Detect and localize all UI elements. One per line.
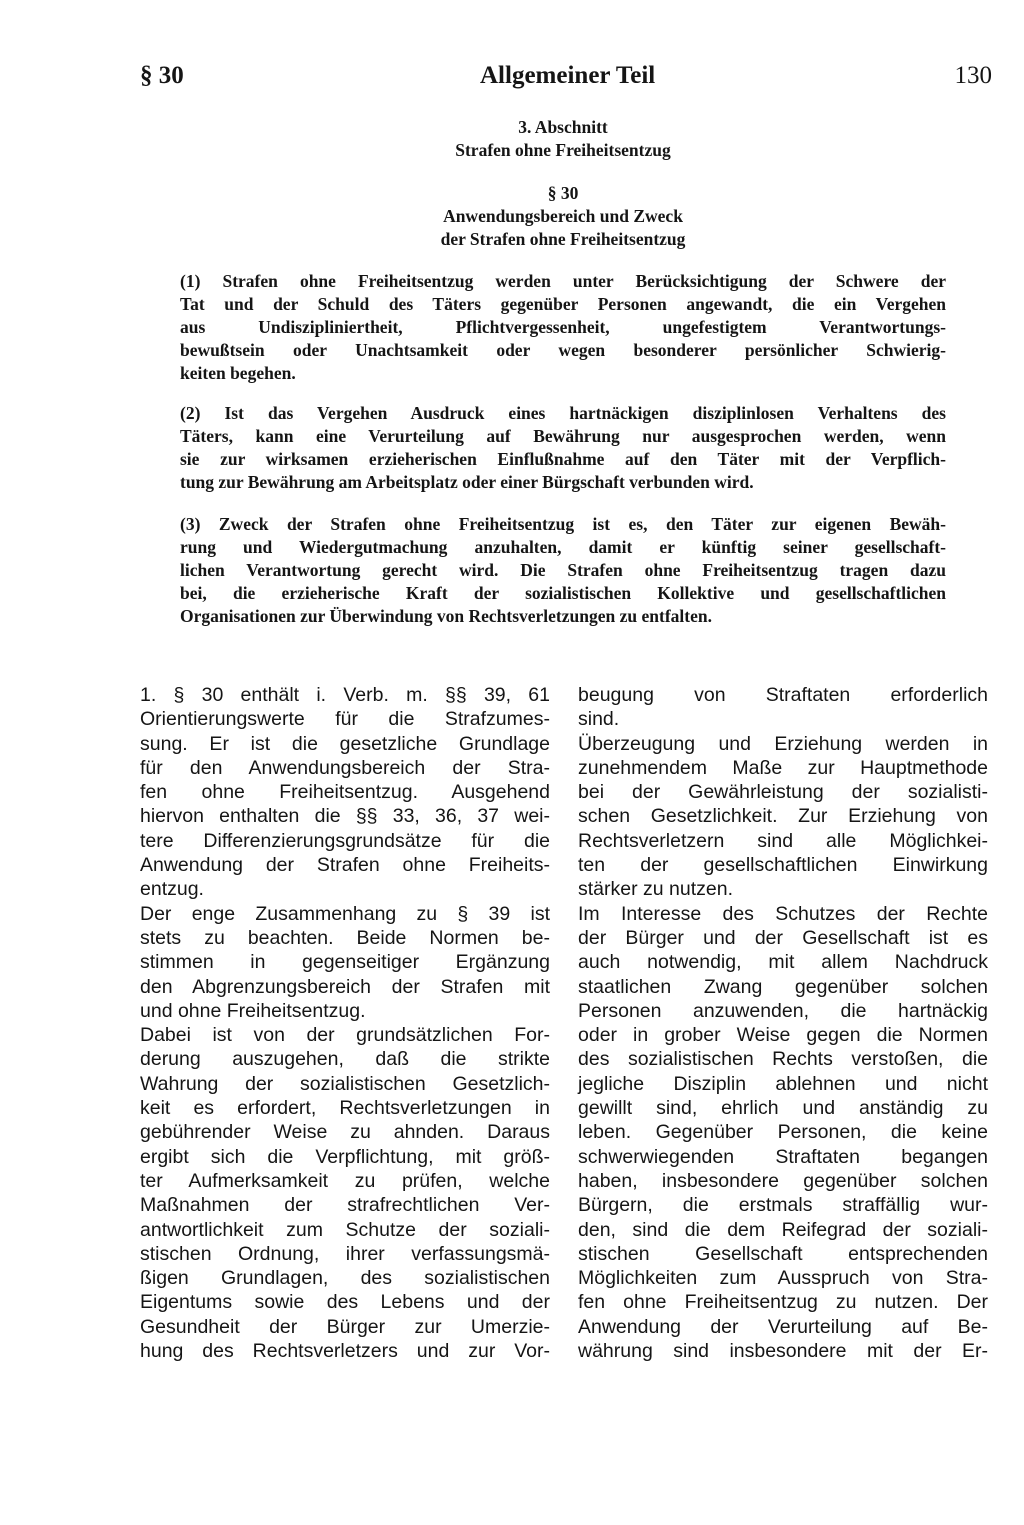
commentary-line: derung auszugehen, daß die strikte xyxy=(140,1048,550,1071)
statute-line: (2) Ist das Vergehen Ausdruck eines hartnäckigen disziplinlosen Verhaltens des xyxy=(180,403,946,423)
commentary-line: entzug. xyxy=(140,878,204,901)
commentary-line: Personen anzuwenden, die hartnäckig xyxy=(578,999,988,1022)
commentary-line: 1. § 30 enthält i. Verb. m. §§ 39, 61 xyxy=(140,684,550,706)
commentary-line: Dabei ist von der grundsätzlichen For- xyxy=(140,1024,550,1047)
commentary-line: Wahrung der sozialistischen Gesetzlich- xyxy=(140,1072,550,1095)
statute-line: Täters, kann eine Verurteilung auf Bewährung nur ausgesprochen werden, wenn xyxy=(180,426,946,446)
statute-line: rung und Wiedergutmachung anzuhalten, damit er künftig seiner gesellschaft- xyxy=(180,537,946,557)
commentary-line: währung sind insbesondere mit der Er- xyxy=(578,1340,988,1363)
commentary-line: den Abgrenzungsbereich der Strafen mit xyxy=(140,975,550,998)
commentary-line: Im Interesse des Schutzes der Rechte xyxy=(578,902,988,925)
statute-line: bewußtsein oder Unachtsamkeit oder wegen besonderer persönlicher Schwierig- xyxy=(180,340,946,360)
commentary-line: ergibt sich die Verpflichtung, mit größ- xyxy=(140,1145,550,1168)
commentary-line: sung. Er ist die gesetzliche Grundlage xyxy=(140,732,550,755)
commentary-line: und ohne Freiheitsentzug. xyxy=(140,999,366,1022)
commentary-line: fen ohne Freiheitsentzug zu nutzen. Der xyxy=(578,1291,988,1314)
running-header xyxy=(140,62,992,96)
commentary-line: stischen Ordnung, ihrer verfassungsmä- xyxy=(140,1242,550,1265)
commentary-line: hung des Rechtsverletzers und zur Vor- xyxy=(140,1340,550,1363)
commentary-right-column xyxy=(578,683,988,1363)
commentary-line: zunehmendem Maße zur Hauptmethode xyxy=(578,756,988,779)
header-part-title: Allgemeiner Teil xyxy=(480,62,656,89)
commentary-line: sind. xyxy=(578,708,620,731)
commentary-line: Der enge Zusammenhang zu § 39 ist xyxy=(140,902,550,925)
commentary-line: stischen Gesellschaft entsprechenden xyxy=(578,1242,988,1265)
statute-line: sie zur wirksamen erzieherischen Einflußnahme auf den Täter mit der Verpflich- xyxy=(180,449,946,469)
header-paragraph-ref: § 30 xyxy=(140,62,184,89)
statute-line: keiten begehen. xyxy=(180,363,296,383)
commentary-line: der Bürger und der Gesellschaft ist es xyxy=(578,926,988,949)
commentary-line: Anwendung der Strafen ohne Freiheits- xyxy=(140,854,550,877)
commentary-line: leben. Gegenüber Personen, die keine xyxy=(578,1121,988,1144)
commentary-line: schwerwiegenden Straftaten begangen xyxy=(578,1145,988,1168)
commentary-line: schen Gesetzlichkeit. Zur Erziehung von xyxy=(578,805,988,828)
commentary-line: Anwendung der Verurteilung auf Be- xyxy=(578,1315,988,1338)
section-heading xyxy=(140,116,986,162)
commentary-line: ten der gesellschaftlichen Einwirkung xyxy=(578,854,988,877)
commentary-line: auch notwendig, mit allem Nachdruck xyxy=(578,951,988,974)
commentary-line: Überzeugung und Erziehung werden in xyxy=(578,732,988,755)
commentary-line: bei der Gewährleistung der sozialisti- xyxy=(578,781,988,804)
section-label: 3. Abschnitt xyxy=(518,117,608,137)
commentary-line: oder in grober Weise gegen die Normen xyxy=(578,1024,988,1047)
section-title: Strafen ohne Freiheitsentzug xyxy=(455,140,671,160)
statute-line: aus Undiszipliniertheit, Pflichtvergessenheit, ungefestigtem Verantwortungs- xyxy=(180,317,946,337)
paragraph-heading xyxy=(140,182,986,251)
statute-line: Tat und der Schuld des Täters gegenüber Personen angewandt, die ein Vergehen xyxy=(180,294,946,314)
commentary-line: hiervon enthalten die §§ 33, 36, 37 wei- xyxy=(140,805,550,828)
commentary-line: beugung von Straftaten erforderlich xyxy=(578,684,988,706)
commentary-line: Möglichkeiten zum Ausspruch von Stra- xyxy=(578,1267,988,1290)
commentary-line: tere Differenzierungsgrundsätze für die xyxy=(140,829,550,852)
commentary-line: Orientierungswerte für die Strafzumes- xyxy=(140,708,550,731)
statute-subsection-3 xyxy=(180,513,946,628)
commentary-line: haben, insbesondere gegenüber solchen xyxy=(578,1169,988,1192)
commentary-line: keit es erfordert, Rechtsverletzungen in xyxy=(140,1097,550,1120)
commentary-line: gewillt sind, ehrlich und anständig zu xyxy=(578,1097,988,1120)
statute-subsection-1 xyxy=(180,270,946,385)
commentary-line: ter Aufmerksamkeit zu prüfen, welche xyxy=(140,1169,550,1192)
commentary-line: Bürgern, die erstmals straffällig wur- xyxy=(578,1194,988,1217)
paragraph-title-line: Anwendungsbereich und Zweck xyxy=(443,206,683,226)
commentary-line: Maßnahmen der strafrechtlichen Ver- xyxy=(140,1194,550,1217)
commentary-line: fen ohne Freiheitsentzug. Ausgehend xyxy=(140,781,550,804)
statute-line: tung zur Bewährung am Arbeitsplatz oder einer Bürgschaft verbunden wird. xyxy=(180,472,754,492)
commentary-line: staatlichen Zwang gegenüber solchen xyxy=(578,975,988,998)
statute-subsection-2 xyxy=(180,402,946,494)
commentary-line: für den Anwendungsbereich der Stra- xyxy=(140,756,550,779)
paragraph-number: § 30 xyxy=(547,183,579,203)
commentary-line: ßigen Grundlagen, des sozialistischen xyxy=(140,1267,550,1290)
statute-line: (1) Strafen ohne Freiheitsentzug werden unter Berücksichtigung der Schwere der xyxy=(180,271,946,291)
commentary-line: stimmen in gegenseitiger Ergänzung xyxy=(140,951,550,974)
statute-line: (3) Zweck der Strafen ohne Freiheitsentzug ist es, den Täter zur eigenen Bewäh- xyxy=(180,514,946,534)
commentary-left-column xyxy=(140,683,550,1363)
commentary-line: des sozialistischen Rechts verstoßen, die xyxy=(578,1048,988,1071)
commentary-line: jegliche Disziplin ablehnen und nicht xyxy=(578,1072,988,1095)
commentary-line: stets zu beachten. Beide Normen be- xyxy=(140,926,550,949)
statute-line: Organisationen zur Überwindung von Rechtsverletzungen zu entfalten. xyxy=(180,606,712,626)
commentary-line: stärker zu nutzen. xyxy=(578,878,733,901)
commentary-line: Rechtsverletzern sind alle Möglichkei- xyxy=(578,829,988,852)
commentary-line: gebührender Weise zu ahnden. Daraus xyxy=(140,1121,550,1144)
page-number: 130 xyxy=(954,62,992,89)
paragraph-title-line: der Strafen ohne Freiheitsentzug xyxy=(440,229,686,249)
commentary-line: Eigentums sowie des Lebens und der xyxy=(140,1291,550,1314)
statute-line: lichen Verantwortung gerecht wird. Die Strafen ohne Freiheitsentzug tragen dazu xyxy=(180,560,946,580)
commentary-line: den, sind die dem Reifegrad der soziali- xyxy=(578,1218,988,1241)
commentary-line: Gesundheit der Bürger zur Umerzie- xyxy=(140,1315,550,1338)
commentary-line: antwortlichkeit zum Schutze der soziali- xyxy=(140,1218,550,1241)
statute-line: bei, die erzieherische Kraft der sozialistischen Kollektive und gesellschaftlichen xyxy=(180,583,946,603)
